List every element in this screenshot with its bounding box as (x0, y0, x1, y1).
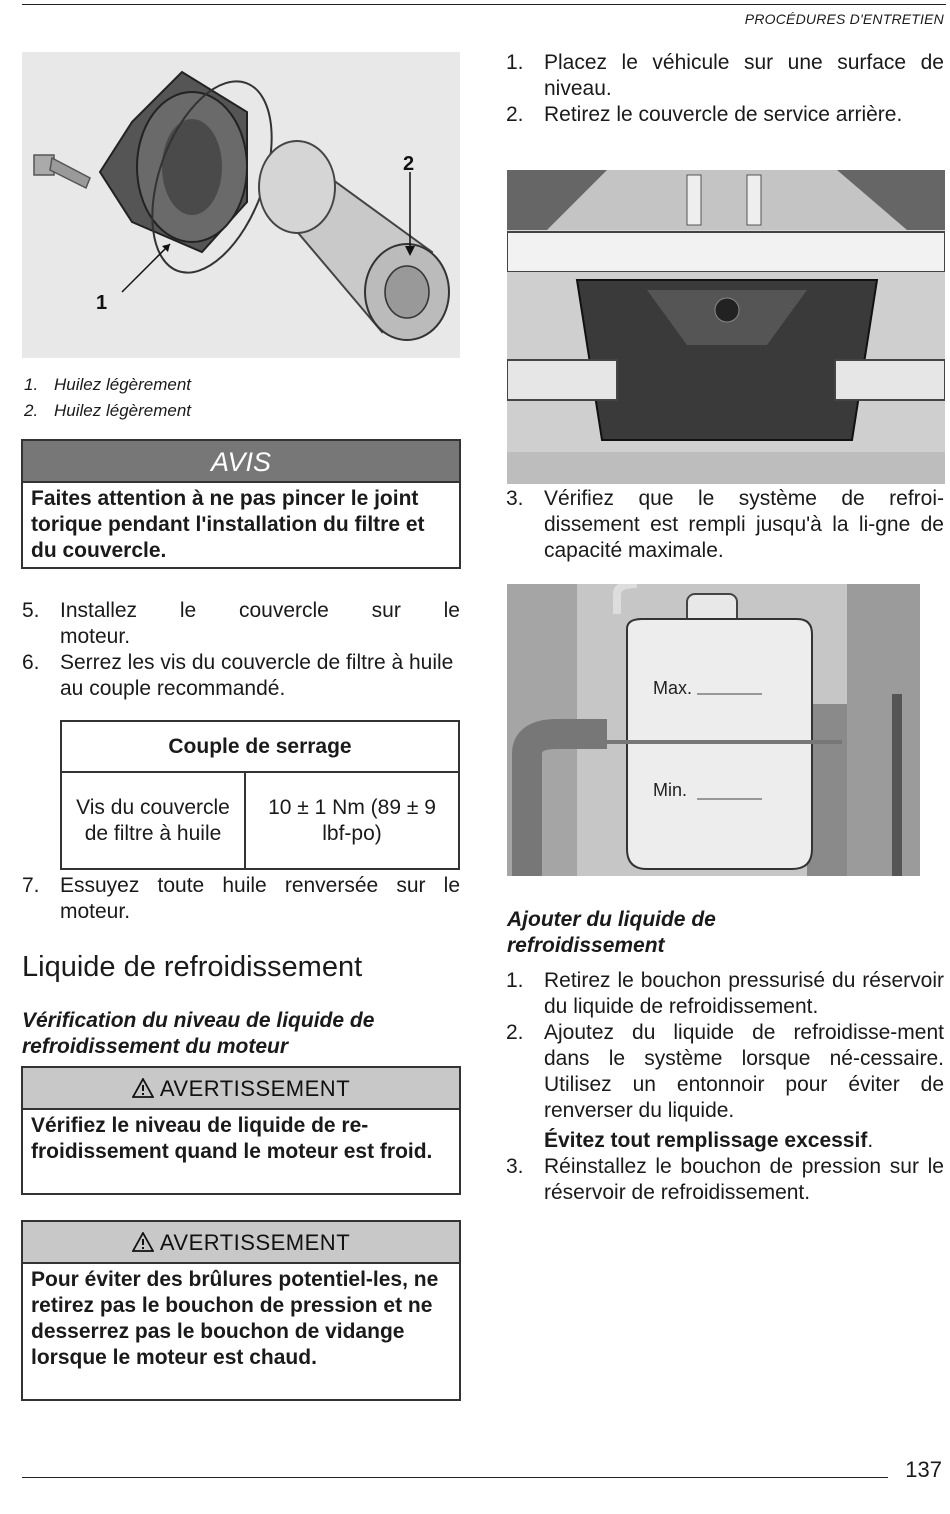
page-number: 137 (905, 1457, 942, 1482)
warning-triangle-icon (132, 1232, 154, 1252)
overfill-warning-text: Évitez tout remplissage excessif (544, 1129, 868, 1152)
list-item: 6. Serrez les vis du couvercle de filtre à huile au couple recommandé. (22, 651, 454, 700)
warning-heading: AVERTISSEMENT (23, 1068, 459, 1110)
callout-1: 1 (96, 292, 108, 314)
list-item: 1. Retirez le bouchon pressurisé du réservoir du liquide de refroidissement. (506, 969, 944, 1018)
list-item: 5. Installez le couvercle sur le moteur. (22, 599, 460, 648)
warning-box (21, 1066, 461, 1195)
steps-list-left-a (22, 598, 460, 702)
section-title: Liquide de refroidissement (22, 951, 363, 983)
table-cell-value: 10 ± 1 Nm (89 ± 9 lbf-po) (245, 772, 459, 869)
warning-body: Vérifiez le niveau de liquide de re-froidissement quand le moteur est froid. (31, 1114, 433, 1163)
list-item: 3. Réinstallez le bouchon de pression sur le réservoir de refroidissement. (506, 1155, 944, 1204)
table-cell-item: Vis du couvercle de filtre à huile (61, 772, 245, 869)
warning-box (21, 1220, 461, 1401)
list-item: 1. Placez le véhicule sur une surface de niveau. (506, 51, 944, 100)
min-level-label: Min. (653, 780, 688, 800)
torque-table (60, 720, 460, 870)
figure-captions (24, 372, 191, 424)
list-item: 3. Vérifiez que le système de refroi-dissement est rempli jusqu'à la li-gne de capacité maximale. (506, 487, 944, 562)
list-item: Évitez tout remplissage excessif. (544, 1129, 874, 1152)
list-item: 7. Essuyez toute huile renversée sur le moteur. (22, 874, 460, 923)
steps-list-add-coolant (506, 968, 944, 1206)
notice-heading: AVIS (23, 441, 459, 483)
warning-heading: AVERTISSEMENT (23, 1222, 459, 1264)
section-subtitle: Vérification du niveau de liquide de refroidissement du moteur (22, 1009, 375, 1058)
warning-triangle-icon (132, 1078, 154, 1098)
table-header: Couple de serrage (61, 721, 459, 772)
coolant-reservoir-photo (507, 584, 920, 876)
caption-item: 2. Huilez légèrement (24, 401, 192, 420)
steps-list-left-b (22, 873, 460, 925)
max-level-label: Max. (653, 678, 693, 698)
service-cover-photo (507, 170, 945, 484)
header-rule (22, 4, 946, 5)
steps-list-right-a (506, 50, 944, 128)
section-header-title: PROCÉDURES D'ENTRETIEN (744, 11, 944, 27)
notice-body: Faites attention à ne pas pincer le joint torique pendant l'installation du filtre et du couvercle. (31, 487, 425, 562)
list-item: 2. Retirez le couvercle de service arrière. (506, 103, 903, 126)
oil-filter-figure (22, 52, 460, 358)
notice-box (21, 439, 461, 569)
callout-2: 2 (403, 153, 415, 175)
add-coolant-title: Ajouter du liquide de refroidissement (507, 908, 716, 957)
warning-body: Pour éviter des brûlures potentiel-les, ne retirez pas le bouchon de pression et ne desserrez pas le bouchon de vidange lorsque le moteur est chaud. (31, 1268, 439, 1369)
table-row (61, 772, 459, 869)
caption-item: 1. Huilez légèrement (24, 375, 192, 394)
steps-list-right-b (506, 486, 944, 564)
list-item: 2. Ajoutez du liquide de refroidisse-ment dans le système lorsque né-cessaire. Utilisez un entonnoir pour éviter de renverser du liquide. (506, 1021, 944, 1122)
footer-rule (22, 1477, 888, 1478)
